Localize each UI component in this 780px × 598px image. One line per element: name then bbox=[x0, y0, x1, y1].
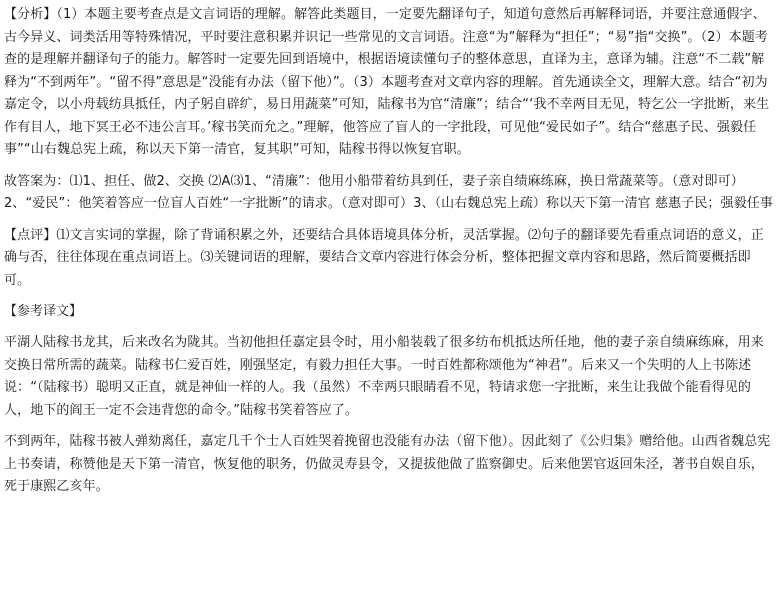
analysis-paragraph: 【分析】（1）本题主要考查点是文言词语的理解。解答此类题目，一定要先翻译句子，知道句意然后再解释词语，并要注意通假字、古今异义、词类活用等特殊情况，平时要注意积累并识记一些常见的文言词语。注意“为”解释为“担任”；“易”指“交换”。（2）本题考查的是理解并翻译句子的能力。解答时一定要先回到语境中，根据语境读懂句子的整体意思，直译为主，意译为辅。注意“不二载”解释为“不到两年”。“留不得”意思是“没能有办法（留下他）”。（3）本题考查对文章内容的理解。首先通读全文，理解大意。结合“初为嘉定令，以小舟载纺具抵任，内子躬自辟纩，易日用蔬菜”可知，陆稼书为官“清廉”；结合“‘我不幸两目无见，特乞公一字批断，来生作有目人，地下冥王必不违公言耳。’稼书笑而允之。”理解，他答应了盲人的一字批段，可见他“爱民如子”。结合“慈惠子民、强毅任事”“山右魏总宪上疏，称以天下第一清官，复其职”可知，陆稼书得以恢复官职。 bbox=[4, 7, 770, 157]
spacer bbox=[4, 216, 776, 225]
spacer bbox=[4, 292, 776, 301]
translation-paragraph-2: 不到两年，陆稼书被人弹劾离任，嘉定几千个士人百姓哭着挽留也没能有办法（留下他）。因此刻了《公归集》赠给他。山西省魏总宪上书奏请，称赞他是天下第一清官，恢复他的职务，仍做灵寿县令，又提拔他做了监察御史。后来他罢官返回朱泾，著书自娱自乐，死于康熙乙亥年。 bbox=[4, 434, 771, 494]
translation-paragraph-1: 平湖人陆稼书龙其，后来改名为陇其。当初他担任嘉定县令时，用小船装载了很多纺布机抵达所任地，他的妻子亲自绩麻练麻，用来交换日常所需的蔬菜。陆稼书仁爱百姓，刚强坚定，有毅力担任大事。一时百姓都称颂他为“神君”。后来又一个失明的人上书陈述说：“（陆稼书）聪明又正直，就是神仙一样的人。我（虽然）不幸两只眼睛看不见，特请求您一字批断，来生让我做个能看得见的人，地下的阎王一定不会违背您的命令。”陆稼书笑着答应了。 bbox=[4, 335, 764, 418]
spacer bbox=[4, 422, 776, 431]
spacer bbox=[4, 323, 776, 332]
spacer bbox=[4, 162, 776, 171]
comment-paragraph: 【点评】⑴文言实词的掌握，除了背诵积累之外，还要结合具体语境具体分析，灵活掌握。⑵句子的翻译要先看重点词语的意义，正确与否，往往体现在重点词语上。⑶关键词语的理解，要结合文章内容进行体会分析，整体把握文章内容和思路，然后简要概括即可。 bbox=[4, 227, 764, 288]
translation-heading: 【参考译文】 bbox=[4, 304, 83, 319]
answer-paragraph: 故答案为：⑴1、担任、做2、交换 ⑵A⑶1、“清廉”：他用小船带着纺具到任，妻子亲自绩麻练麻，换日常蔬菜等。（意对即可）2、“爱民”：他笑着答应一位盲人百姓“一字批断”的请求。（意对即可）3、（山右魏总宪上疏）称以天下第一清官 慈惠子民；强毅任事 bbox=[4, 173, 773, 211]
